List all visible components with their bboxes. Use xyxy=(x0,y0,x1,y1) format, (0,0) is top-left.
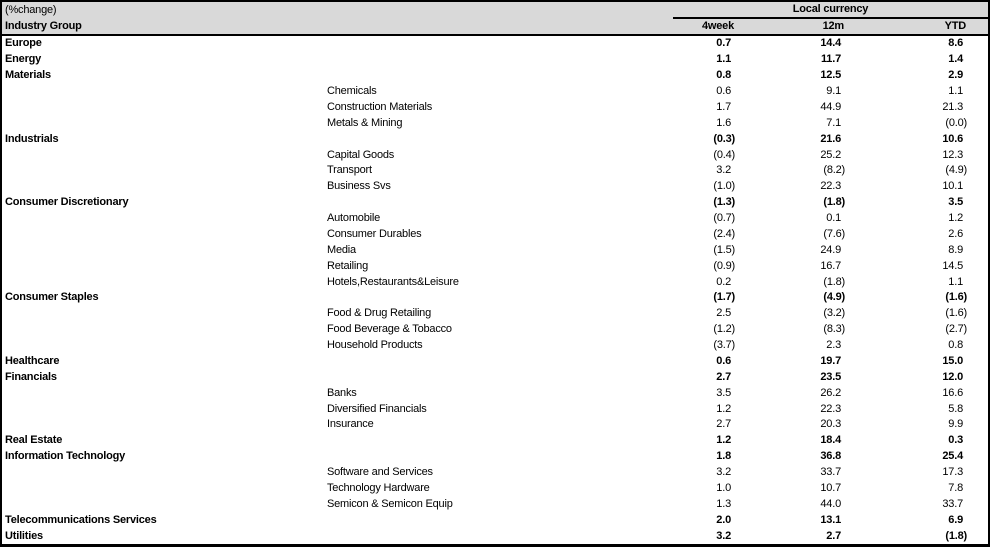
industry-label: Consumer Staples xyxy=(5,291,99,304)
header-row-columns xyxy=(2,19,988,34)
value-12m: 2.3 xyxy=(826,339,841,352)
value-12m: 19.7 xyxy=(820,354,841,367)
value-ytd: 21.3 xyxy=(942,100,963,113)
value-12m: (8.3) xyxy=(823,323,845,336)
industry-label: Healthcare xyxy=(5,354,60,367)
value-4week: (1.5) xyxy=(713,243,735,256)
value-ytd: 25.4 xyxy=(942,450,963,463)
value-4week: (3.7) xyxy=(713,339,735,352)
value-ytd: (2.7) xyxy=(945,323,967,336)
value-12m: 33.7 xyxy=(820,466,841,479)
industry-label: Chemicals xyxy=(327,85,377,98)
percent-change-label: (%change) xyxy=(5,4,57,16)
value-4week: (1.3) xyxy=(713,196,735,209)
industry-label: Industrials xyxy=(5,132,59,145)
value-12m: 2.7 xyxy=(826,529,841,542)
value-ytd: 15.0 xyxy=(942,354,963,367)
industry-label: Telecommunications Services xyxy=(5,513,157,526)
industry-label: Software and Services xyxy=(327,466,433,479)
industry-label: Media xyxy=(327,243,356,256)
table-row xyxy=(2,100,988,116)
value-ytd: 2.6 xyxy=(948,227,963,240)
industry-label: Food Beverage & Tobacco xyxy=(327,323,452,336)
value-ytd: 14.5 xyxy=(942,259,963,272)
value-ytd: 5.8 xyxy=(948,402,963,415)
table-row xyxy=(2,338,988,354)
value-4week: 1.1 xyxy=(716,53,731,66)
value-ytd: 33.7 xyxy=(942,497,963,510)
table-row xyxy=(2,195,988,211)
table-row xyxy=(2,147,988,163)
table-row xyxy=(2,131,988,147)
value-4week: 0.2 xyxy=(716,275,731,288)
industry-label: Retailing xyxy=(327,259,369,272)
industry-label: Food & Drug Retailing xyxy=(327,307,432,320)
value-4week: 1.6 xyxy=(716,116,731,129)
value-ytd: 0.3 xyxy=(948,434,963,447)
value-12m: (7.6) xyxy=(823,227,845,240)
value-4week: 0.6 xyxy=(716,85,731,98)
industry-group-header: Industry Group xyxy=(5,20,82,32)
table-row xyxy=(2,385,988,401)
value-12m: 12.5 xyxy=(820,69,841,82)
value-4week: 3.5 xyxy=(716,386,731,399)
value-12m: 26.2 xyxy=(820,386,841,399)
local-currency-group-header: Local currency xyxy=(673,2,988,19)
value-4week: 2.5 xyxy=(716,307,731,320)
value-ytd: (1.8) xyxy=(945,529,967,542)
industry-label: Europe xyxy=(5,37,42,50)
industry-label: Metals & Mining xyxy=(327,116,403,129)
value-12m: 14.4 xyxy=(820,37,841,50)
table-row xyxy=(2,528,988,544)
column-header-12m: 12m xyxy=(822,20,844,32)
industry-label: Automobile xyxy=(327,212,381,225)
value-ytd: (1.6) xyxy=(945,291,967,304)
value-4week: (0.3) xyxy=(713,132,735,145)
value-ytd: 6.9 xyxy=(948,513,963,526)
value-ytd: 17.3 xyxy=(942,466,963,479)
value-ytd: 1.1 xyxy=(948,275,963,288)
table-row xyxy=(2,449,988,465)
value-12m: 0.1 xyxy=(826,212,841,225)
value-4week: 3.2 xyxy=(716,164,731,177)
industry-label: Materials xyxy=(5,69,51,82)
value-4week: 1.0 xyxy=(716,481,731,494)
industry-label: Consumer Durables xyxy=(327,227,422,240)
table-row xyxy=(2,242,988,258)
value-12m: 24.9 xyxy=(820,243,841,256)
value-4week: 1.2 xyxy=(716,434,731,447)
industry-label: Diversified Financials xyxy=(327,402,427,415)
table-row xyxy=(2,179,988,195)
value-4week: (1.7) xyxy=(713,291,735,304)
table-row xyxy=(2,354,988,370)
table-row xyxy=(2,258,988,274)
industry-label: Semicon & Semicon Equip xyxy=(327,497,453,510)
value-ytd: 7.8 xyxy=(948,481,963,494)
value-4week: 2.0 xyxy=(716,513,731,526)
table-row xyxy=(2,417,988,433)
value-4week: (0.7) xyxy=(713,212,735,225)
value-12m: (1.8) xyxy=(823,196,845,209)
value-ytd: (1.6) xyxy=(945,307,967,320)
industry-label: Hotels,Restaurants&Leisure xyxy=(327,275,459,288)
value-12m: 21.6 xyxy=(820,132,841,145)
table-row xyxy=(2,68,988,84)
value-12m: (3.2) xyxy=(823,307,845,320)
value-12m: 13.1 xyxy=(820,513,841,526)
value-12m: 25.2 xyxy=(820,148,841,161)
value-4week: (2.4) xyxy=(713,227,735,240)
table-row xyxy=(2,306,988,322)
value-4week: (0.9) xyxy=(713,259,735,272)
value-4week: 3.2 xyxy=(716,466,731,479)
value-12m: (4.9) xyxy=(823,291,845,304)
value-ytd: 1.1 xyxy=(948,85,963,98)
table-row xyxy=(2,163,988,179)
value-ytd: 12.3 xyxy=(942,148,963,161)
value-4week: 0.7 xyxy=(716,37,731,50)
table-row xyxy=(2,322,988,338)
industry-label: Energy xyxy=(5,53,42,66)
industry-label: Technology Hardware xyxy=(327,481,430,494)
value-ytd: 3.5 xyxy=(948,196,963,209)
value-ytd: (4.9) xyxy=(945,164,967,177)
column-header-4week: 4week xyxy=(701,20,734,32)
industry-label: Banks xyxy=(327,386,357,399)
value-4week: 1.7 xyxy=(716,100,731,113)
header-row-group xyxy=(2,2,988,19)
table-row xyxy=(2,481,988,497)
value-4week: 1.3 xyxy=(716,497,731,510)
value-12m: 22.3 xyxy=(820,402,841,415)
value-ytd: 9.9 xyxy=(948,418,963,431)
industry-label: Consumer Discretionary xyxy=(5,196,129,209)
value-12m: 7.1 xyxy=(826,116,841,129)
table-row xyxy=(2,115,988,131)
value-4week: 2.7 xyxy=(716,418,731,431)
value-4week: 1.8 xyxy=(716,450,731,463)
value-ytd: 10.1 xyxy=(942,180,963,193)
table-row xyxy=(2,496,988,512)
column-header-ytd: YTD xyxy=(944,20,966,32)
industry-label: Real Estate xyxy=(5,434,63,447)
industry-label: Household Products xyxy=(327,339,423,352)
value-ytd: 10.6 xyxy=(942,132,963,145)
value-12m: 36.8 xyxy=(820,450,841,463)
value-12m: (8.2) xyxy=(823,164,845,177)
value-4week: 1.2 xyxy=(716,402,731,415)
industry-label: Insurance xyxy=(327,418,374,431)
value-4week: 0.8 xyxy=(716,69,731,82)
table-header xyxy=(2,2,988,36)
value-ytd: 8.9 xyxy=(948,243,963,256)
value-12m: 44.9 xyxy=(820,100,841,113)
industry-label: Capital Goods xyxy=(327,148,395,161)
value-12m: 44.0 xyxy=(820,497,841,510)
value-ytd: 2.9 xyxy=(948,69,963,82)
value-12m: 22.3 xyxy=(820,180,841,193)
value-12m: 11.7 xyxy=(820,53,841,66)
industry-label: Information Technology xyxy=(5,450,126,463)
table-row xyxy=(2,274,988,290)
table-body xyxy=(2,36,988,544)
value-ytd: 8.6 xyxy=(948,37,963,50)
value-ytd: 12.0 xyxy=(942,370,963,383)
industry-label: Utilities xyxy=(5,529,43,542)
industry-label: Business Svs xyxy=(327,180,391,193)
table-row xyxy=(2,369,988,385)
table-row xyxy=(2,52,988,68)
value-ytd: 0.8 xyxy=(948,339,963,352)
table-row xyxy=(2,211,988,227)
value-4week: 3.2 xyxy=(716,529,731,542)
value-12m: 18.4 xyxy=(820,434,841,447)
value-12m: 10.7 xyxy=(820,481,841,494)
table-row xyxy=(2,227,988,243)
industry-label: Construction Materials xyxy=(327,100,433,113)
industry-label: Financials xyxy=(5,370,57,383)
industry-label: Transport xyxy=(327,164,372,177)
table-row xyxy=(2,36,988,52)
value-12m: 16.7 xyxy=(820,259,841,272)
table-row xyxy=(2,433,988,449)
value-ytd: 1.4 xyxy=(948,53,963,66)
value-4week: (1.2) xyxy=(713,323,735,336)
value-4week: (0.4) xyxy=(713,148,735,161)
value-12m: 23.5 xyxy=(820,370,841,383)
table-row xyxy=(2,84,988,100)
value-4week: (1.0) xyxy=(713,180,735,193)
table-row xyxy=(2,290,988,306)
table-row xyxy=(2,465,988,481)
value-4week: 0.6 xyxy=(716,354,731,367)
value-12m: (1.8) xyxy=(823,275,845,288)
table-row xyxy=(2,401,988,417)
value-12m: 20.3 xyxy=(820,418,841,431)
value-12m: 9.1 xyxy=(826,85,841,98)
value-4week: 2.7 xyxy=(716,370,731,383)
table-row xyxy=(2,512,988,528)
value-ytd: 1.2 xyxy=(948,212,963,225)
value-ytd: (0.0) xyxy=(945,116,967,129)
value-ytd: 16.6 xyxy=(942,386,963,399)
